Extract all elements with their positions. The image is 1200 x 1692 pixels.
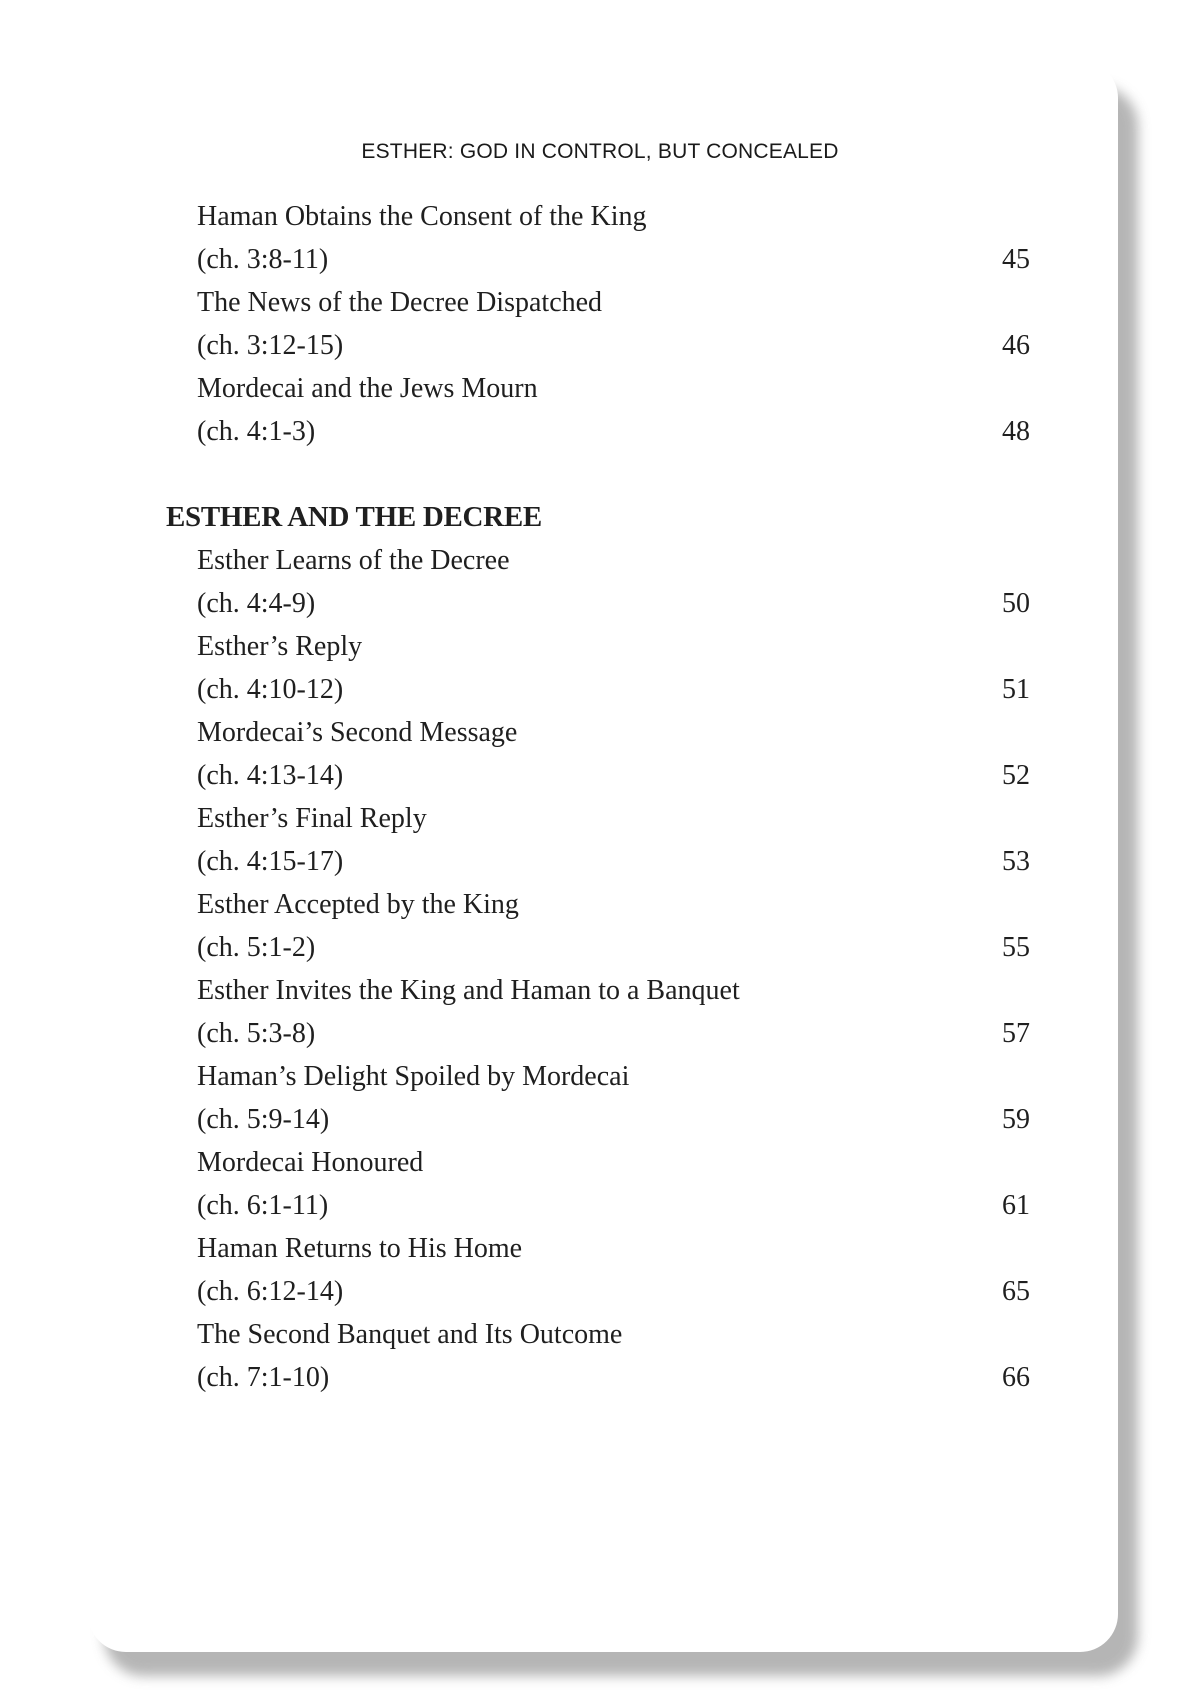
toc-entry-reference: (ch. 6:12-14) xyxy=(197,1276,344,1307)
toc-entry-title: Esther Invites the King and Haman to a Banquet xyxy=(197,975,740,1006)
toc-entry-title: Esther’s Reply xyxy=(197,631,363,662)
toc-entry-page-number: 59 xyxy=(1002,1104,1030,1135)
toc-entry-ref-line xyxy=(0,324,1200,367)
toc-entry-reference: (ch. 3:12-15) xyxy=(197,330,344,361)
toc-entry-page-number: 61 xyxy=(1002,1190,1030,1221)
toc-entry-title: Esther Learns of the Decree xyxy=(197,545,510,576)
toc-entry xyxy=(0,797,1200,883)
toc-group-2 xyxy=(0,539,1200,1399)
toc-entry-title: Esther Accepted by the King xyxy=(197,889,519,920)
toc-entry-title: Haman Returns to His Home xyxy=(197,1233,523,1264)
toc-entry-title-line xyxy=(0,797,1200,840)
toc-entry-ref-line xyxy=(0,1184,1200,1227)
table-of-contents xyxy=(0,195,1200,1399)
toc-entry-title: Haman’s Delight Spoiled by Mordecai xyxy=(197,1061,630,1092)
toc-entry-title: Mordecai Honoured xyxy=(197,1147,424,1178)
toc-entry-ref-line xyxy=(0,1356,1200,1399)
toc-entry-page-number: 48 xyxy=(1002,416,1030,447)
toc-entry-page-number: 66 xyxy=(1002,1362,1030,1393)
toc-entry-reference: (ch. 4:10-12) xyxy=(197,674,344,705)
toc-entry-reference: (ch. 4:15-17) xyxy=(197,846,344,877)
toc-entry xyxy=(0,883,1200,969)
toc-entry-page-number: 52 xyxy=(1002,760,1030,791)
toc-entry xyxy=(0,1141,1200,1227)
toc-entry-title-line xyxy=(0,539,1200,582)
toc-entry-ref-line xyxy=(0,238,1200,281)
toc-entry-ref-line xyxy=(0,410,1200,453)
toc-entry-reference: (ch. 5:1-2) xyxy=(197,932,316,963)
toc-entry-ref-line xyxy=(0,582,1200,625)
toc-entry-page-number: 57 xyxy=(1002,1018,1030,1049)
toc-entry-title-line xyxy=(0,1055,1200,1098)
toc-entry xyxy=(0,195,1200,281)
toc-entry-page-number: 46 xyxy=(1002,330,1030,361)
section-heading-text: ESTHER AND THE DECREE xyxy=(166,501,542,533)
toc-entry-ref-line xyxy=(0,754,1200,797)
toc-entry-title: Esther’s Final Reply xyxy=(197,803,427,834)
toc-entry-reference: (ch. 7:1-10) xyxy=(197,1362,330,1393)
toc-entry-page-number: 50 xyxy=(1002,588,1030,619)
toc-entry xyxy=(0,1055,1200,1141)
toc-entry-reference: (ch. 4:13-14) xyxy=(197,760,344,791)
toc-entry-page-number: 65 xyxy=(1002,1276,1030,1307)
toc-entry-page-number: 45 xyxy=(1002,244,1030,275)
toc-entry-title: Mordecai’s Second Message xyxy=(197,717,518,748)
toc-entry-title: Mordecai and the Jews Mourn xyxy=(197,373,538,404)
toc-entry-reference: (ch. 3:8-11) xyxy=(197,244,329,275)
toc-entry-reference: (ch. 4:4-9) xyxy=(197,588,316,619)
toc-entry-title-line xyxy=(0,711,1200,754)
toc-entry xyxy=(0,1227,1200,1313)
toc-entry-title: Haman Obtains the Consent of the King xyxy=(197,201,647,232)
section-heading xyxy=(0,496,1200,539)
running-head: ESTHER: GOD IN CONTROL, BUT CONCEALED xyxy=(361,140,839,163)
toc-entry-reference: (ch. 4:1-3) xyxy=(197,416,316,447)
toc-entry xyxy=(0,1313,1200,1399)
toc-entry-ref-line xyxy=(0,1012,1200,1055)
toc-entry-reference: (ch. 5:9-14) xyxy=(197,1104,330,1135)
toc-entry-ref-line xyxy=(0,1098,1200,1141)
toc-entry-title: The News of the Decree Dispatched xyxy=(197,287,603,318)
toc-entry-title: The Second Banquet and Its Outcome xyxy=(197,1319,623,1350)
toc-entry-title-line xyxy=(0,1141,1200,1184)
toc-entry xyxy=(0,711,1200,797)
toc-entry-ref-line xyxy=(0,926,1200,969)
toc-entry-page-number: 55 xyxy=(1002,932,1030,963)
toc-entry-reference: (ch. 5:3-8) xyxy=(197,1018,316,1049)
toc-entry-title-line xyxy=(0,883,1200,926)
toc-entry xyxy=(0,969,1200,1055)
toc-entry-page-number: 53 xyxy=(1002,846,1030,877)
toc-entry-title-line xyxy=(0,1313,1200,1356)
toc-entry xyxy=(0,367,1200,453)
toc-group-1 xyxy=(0,195,1200,453)
toc-entry-title-line xyxy=(0,969,1200,1012)
toc-entry-reference: (ch. 6:1-11) xyxy=(197,1190,329,1221)
toc-entry-title-line xyxy=(0,1227,1200,1270)
toc-entry xyxy=(0,539,1200,625)
toc-entry-page-number: 51 xyxy=(1002,674,1030,705)
toc-entry xyxy=(0,625,1200,711)
toc-entry-title-line xyxy=(0,367,1200,410)
section-gap xyxy=(0,453,1200,496)
toc-entry-ref-line xyxy=(0,668,1200,711)
toc-entry xyxy=(0,281,1200,367)
toc-entry-title-line xyxy=(0,281,1200,324)
toc-entry-ref-line xyxy=(0,840,1200,883)
toc-entry-title-line xyxy=(0,195,1200,238)
toc-entry-title-line xyxy=(0,625,1200,668)
toc-entry-ref-line xyxy=(0,1270,1200,1313)
